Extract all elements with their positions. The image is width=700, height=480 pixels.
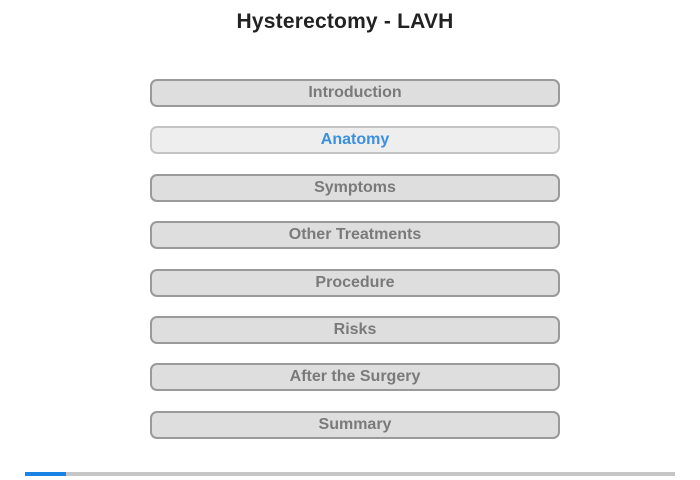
menu-item-introduction[interactable]: Introduction <box>150 79 560 107</box>
menu-item-symptoms[interactable]: Symptoms <box>150 174 560 202</box>
progress-bar <box>25 472 675 476</box>
menu-item-anatomy[interactable]: Anatomy <box>150 126 560 154</box>
progress-bar-fill <box>25 472 66 476</box>
page-title: Hysterectomy - LAVH <box>236 10 454 33</box>
menu-item-after-the-surgery[interactable]: After the Surgery <box>150 363 560 391</box>
menu-item-summary[interactable]: Summary <box>150 411 560 439</box>
menu-item-procedure[interactable]: Procedure <box>150 269 560 297</box>
chapter-menu <box>150 79 560 458</box>
menu-item-other-treatments[interactable]: Other Treatments <box>150 221 560 249</box>
menu-item-risks[interactable]: Risks <box>150 316 560 344</box>
